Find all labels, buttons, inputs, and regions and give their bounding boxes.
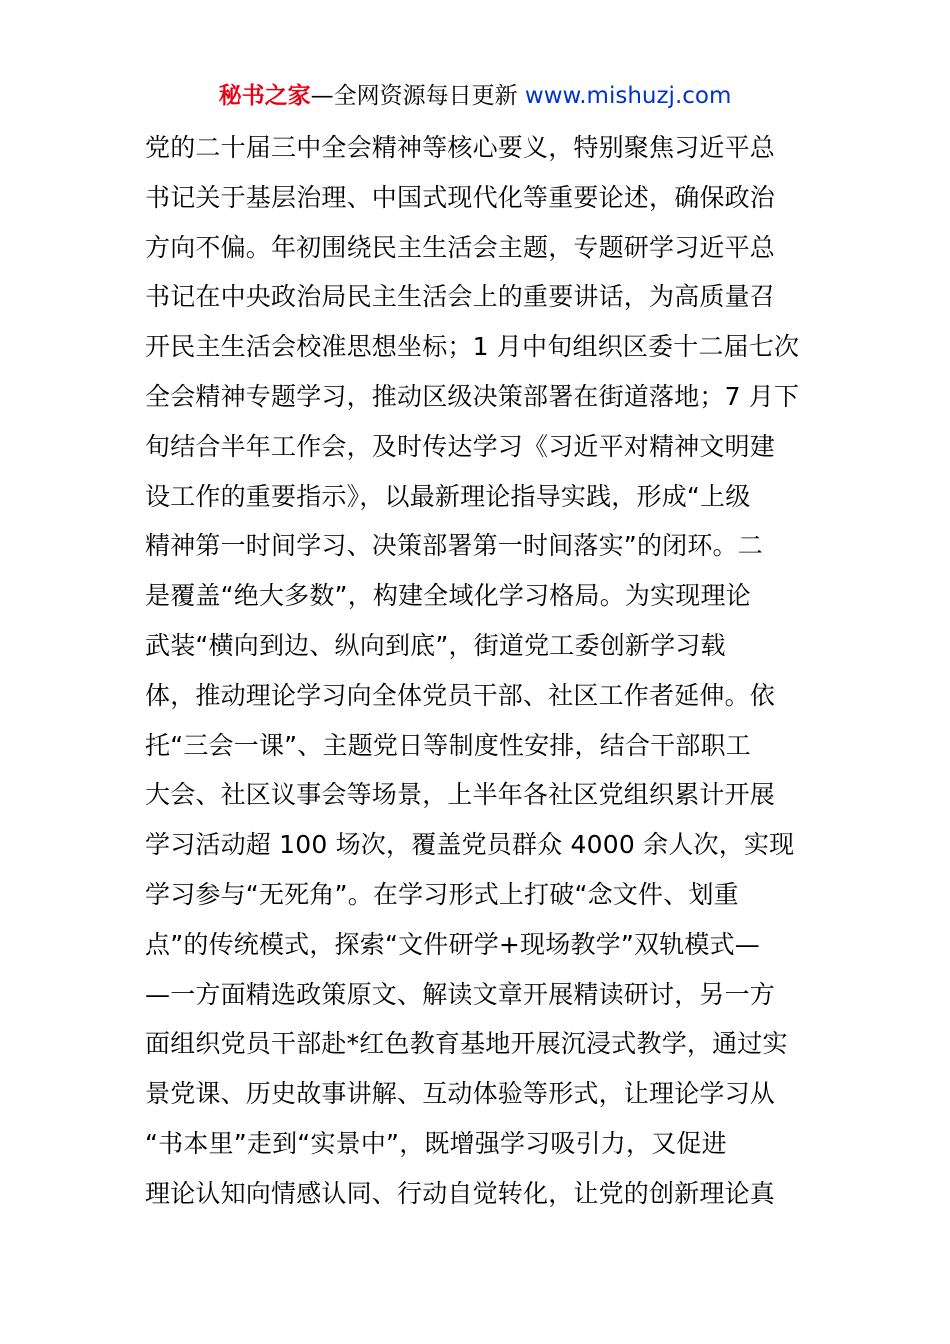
text-line: 点”的传统模式，探索“文件研学+现场教学”双轨模式— — [145, 929, 761, 959]
text-line: 设工作的重要指示》，以最新理论指导实践，形成“上级 — [145, 481, 751, 511]
text-line: 景党课、历史故事讲解、互动体验等形式，让理论学习从 — [145, 1079, 776, 1109]
text-line: 精神第一时间学习、决策部署第一时间落实”的闭环。二 — [145, 531, 763, 561]
text-line: 开民主生活会校准思想坐标；1 月中旬组织区委十二届七次 — [145, 332, 800, 362]
text-line: 旬结合半年工作会，及时传达学习《习近平对精神文明建 — [145, 431, 776, 461]
text-line: 武装“横向到边、纵向到底”，街道党工委创新学习载 — [145, 630, 726, 660]
text-line: 大会、社区议事会等场景，上半年各社区党组织累计开展 — [145, 780, 776, 810]
brand-name: 秘书之家 — [218, 83, 311, 109]
text-line: 书记在中央政治局民主生活会上的重要讲话，为高质量召 — [145, 282, 776, 312]
text-line: 全会精神专题学习，推动区级决策部署在街道落地；7 月下 — [145, 381, 800, 411]
text-line: 理论认知向情感认同、行动自觉转化，让党的创新理论真 — [145, 1178, 776, 1208]
text-line: 学习活动超 100 场次，覆盖党员群众 4000 余人次，实现 — [145, 830, 795, 860]
site-url[interactable]: www.mishuzj.com — [524, 83, 732, 109]
text-line: 学习参与“无死角”。在学习形式上打破“念文件、划重 — [145, 879, 739, 909]
text-line: 体，推动理论学习向全体党员干部、社区工作者延伸。依 — [145, 680, 776, 710]
text-line: 书记关于基层治理、中国式现代化等重要论述，确保政治 — [145, 182, 776, 212]
text-line: 方向不偏。年初围绕民主生活会主题，专题研学习近平总 — [145, 232, 776, 262]
document-body — [145, 123, 815, 1219]
text-line: 面组织党员干部赴*红色教育基地开展沉浸式教学，通过实 — [145, 1029, 788, 1059]
text-line: 是覆盖“绝大多数”，构建全域化学习格局。为实现理论 — [145, 581, 751, 611]
text-line: 托“三会一课”、主题党日等制度性安排，结合干部职工 — [145, 730, 751, 760]
text-line: “书本里”走到“实景中”，既增强学习吸引力，又促进 — [145, 1128, 727, 1158]
text-line: —一方面精选政策原文、解读文章开展精读研讨，另一方 — [145, 979, 776, 1009]
header-tagline: —全网资源每日更新 — [310, 83, 525, 109]
text-line: 党的二十届三中全会精神等核心要义，特别聚焦习近平总 — [145, 133, 776, 162]
page-header — [0, 78, 950, 114]
